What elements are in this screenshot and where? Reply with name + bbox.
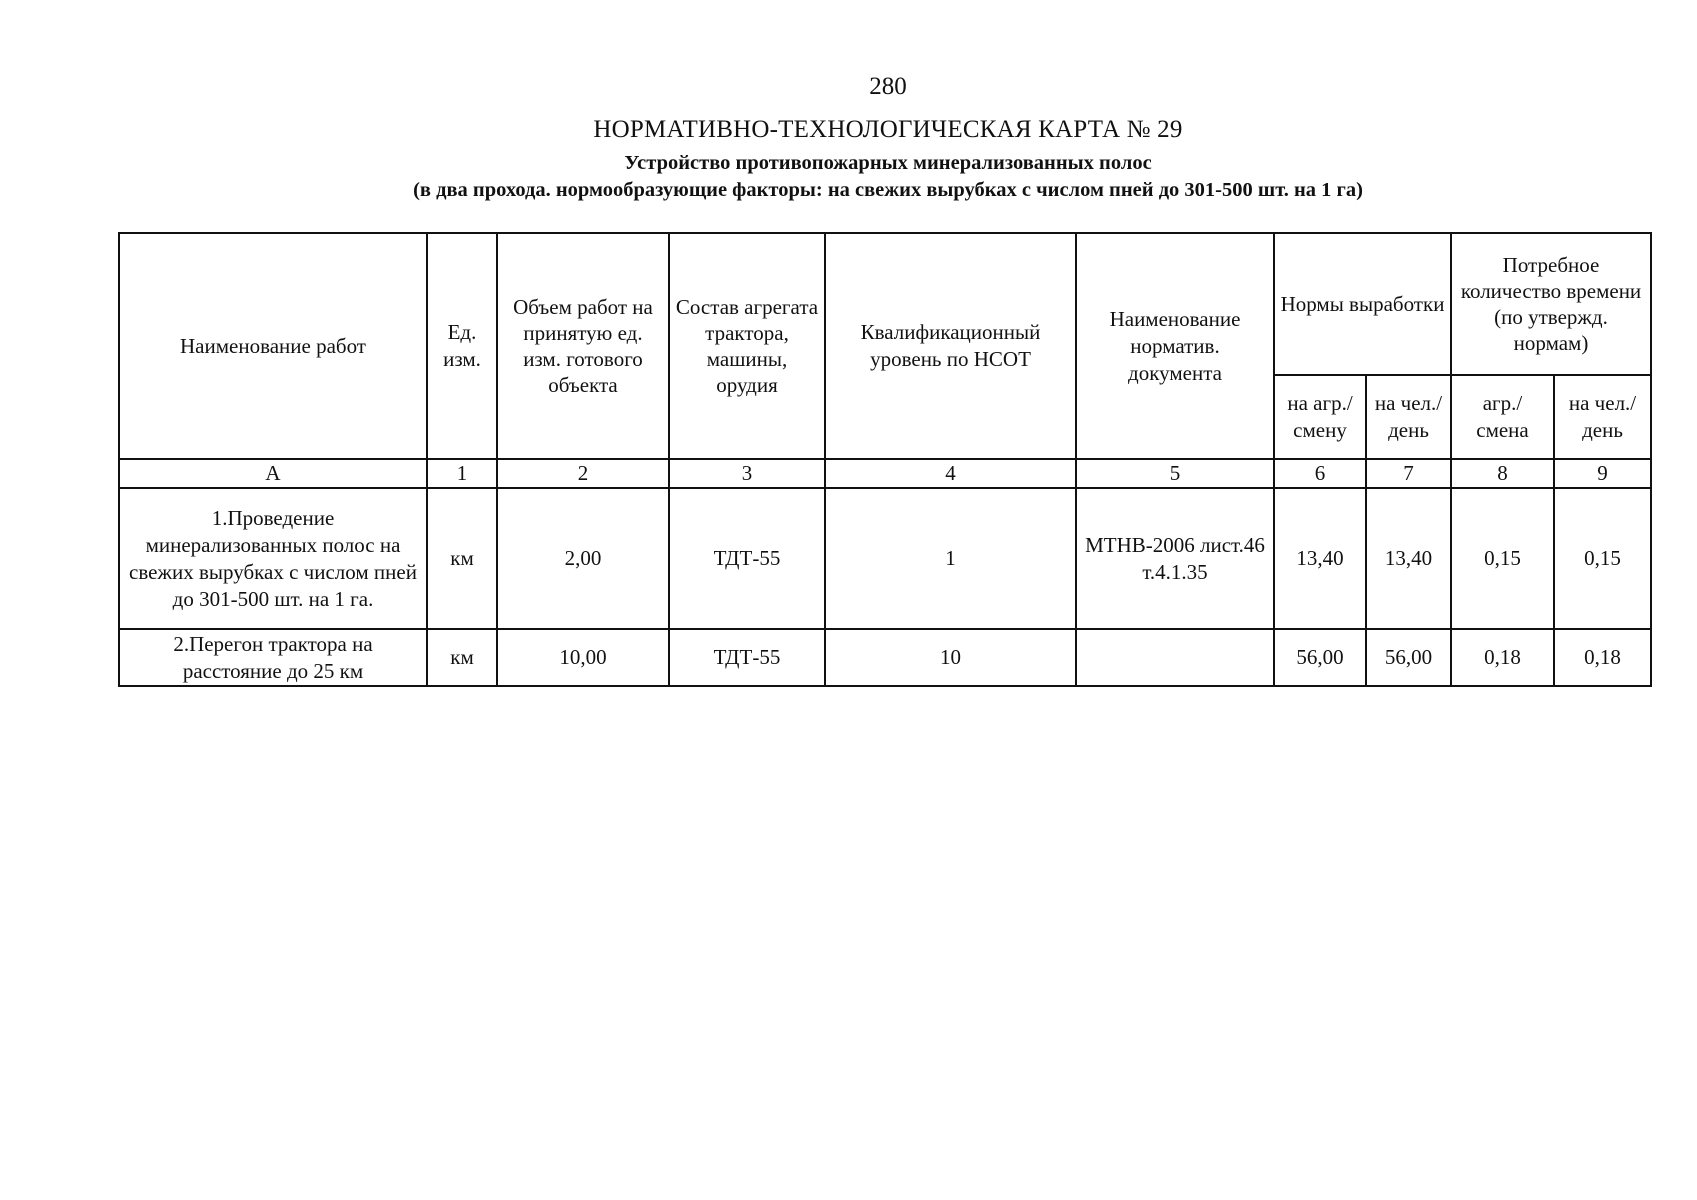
column-index-cell: 2: [497, 459, 669, 488]
cell-output-per-person-day: 56,00: [1366, 629, 1451, 686]
column-index-cell: 5: [1076, 459, 1274, 488]
header-volume: Объем работ на принятую ед. изм. готового объекта: [497, 233, 669, 459]
cell-time-unit-shift: 0,18: [1451, 629, 1554, 686]
column-index-cell: 9: [1554, 459, 1651, 488]
cell-work-name: 1.Проведение минерализованных полос на свежих вырубках с числом пней до 301-500 шт. на 1 га.: [119, 488, 427, 629]
header-work-name: Наименование работ: [119, 233, 427, 459]
cell-work-name: 2.Перегон трактора на расстояние до 25 км: [119, 629, 427, 686]
column-index-cell: 7: [1366, 459, 1451, 488]
header-qualification: Квалификационный уровень по НСОТ: [825, 233, 1076, 459]
header-time-required: Потребное количество времени (по утвержд. нормам): [1451, 233, 1651, 375]
cell-volume: 2,00: [497, 488, 669, 629]
cell-qualification: 1: [825, 488, 1076, 629]
header-output-norms: Нормы выработки: [1274, 233, 1451, 375]
column-index-cell: 8: [1451, 459, 1554, 488]
column-index-cell: А: [119, 459, 427, 488]
header-time-unit-shift: агр./ смена: [1451, 375, 1554, 459]
table-row: [119, 629, 1651, 686]
cell-unit: км: [427, 629, 497, 686]
cell-volume: 10,00: [497, 629, 669, 686]
cell-time-person-day: 0,15: [1554, 488, 1651, 629]
cell-output-per-person-day: 13,40: [1366, 488, 1451, 629]
cell-norm-document: МТНВ-2006 лист.46 т.4.1.35: [1076, 488, 1274, 629]
header-output-per-unit-shift: на агр./ смену: [1274, 375, 1366, 459]
norms-table: [118, 232, 1652, 687]
table-row: [119, 488, 1651, 629]
table-header-row: [119, 233, 1651, 375]
cell-output-per-unit-shift: 56,00: [1274, 629, 1366, 686]
header-time-person-day: на чел./ день: [1554, 375, 1651, 459]
document-title: НОРМАТИВНО-ТЕХНОЛОГИЧЕСКАЯ КАРТА № 29: [593, 116, 1183, 143]
column-index-cell: 1: [427, 459, 497, 488]
header-unit-composition: Состав агрегата трактора, машины, орудия: [669, 233, 825, 459]
cell-time-person-day: 0,18: [1554, 629, 1651, 686]
cell-unit-composition: ТДТ-55: [669, 629, 825, 686]
column-index-cell: 6: [1274, 459, 1366, 488]
cell-time-unit-shift: 0,15: [1451, 488, 1554, 629]
column-index-cell: 4: [825, 459, 1076, 488]
header-norm-document: Наименование норматив. документа: [1076, 233, 1274, 459]
cell-norm-document: [1076, 629, 1274, 686]
column-index-row: [119, 459, 1651, 488]
header-unit: Ед. изм.: [427, 233, 497, 459]
cell-qualification: 10: [825, 629, 1076, 686]
column-index-cell: 3: [669, 459, 825, 488]
cell-unit-composition: ТДТ-55: [669, 488, 825, 629]
cell-output-per-unit-shift: 13,40: [1274, 488, 1366, 629]
cell-unit: км: [427, 488, 497, 629]
header-output-per-person-day: на чел./ день: [1366, 375, 1451, 459]
page-number: 280: [869, 73, 907, 100]
document-subtitle-conditions: (в два прохода. нормообразующие факторы: на свежих вырубках с числом пней до 301-500 шт. на 1 га): [413, 179, 1363, 201]
document-subtitle: Устройство противопожарных минерализованных полос: [624, 152, 1152, 174]
